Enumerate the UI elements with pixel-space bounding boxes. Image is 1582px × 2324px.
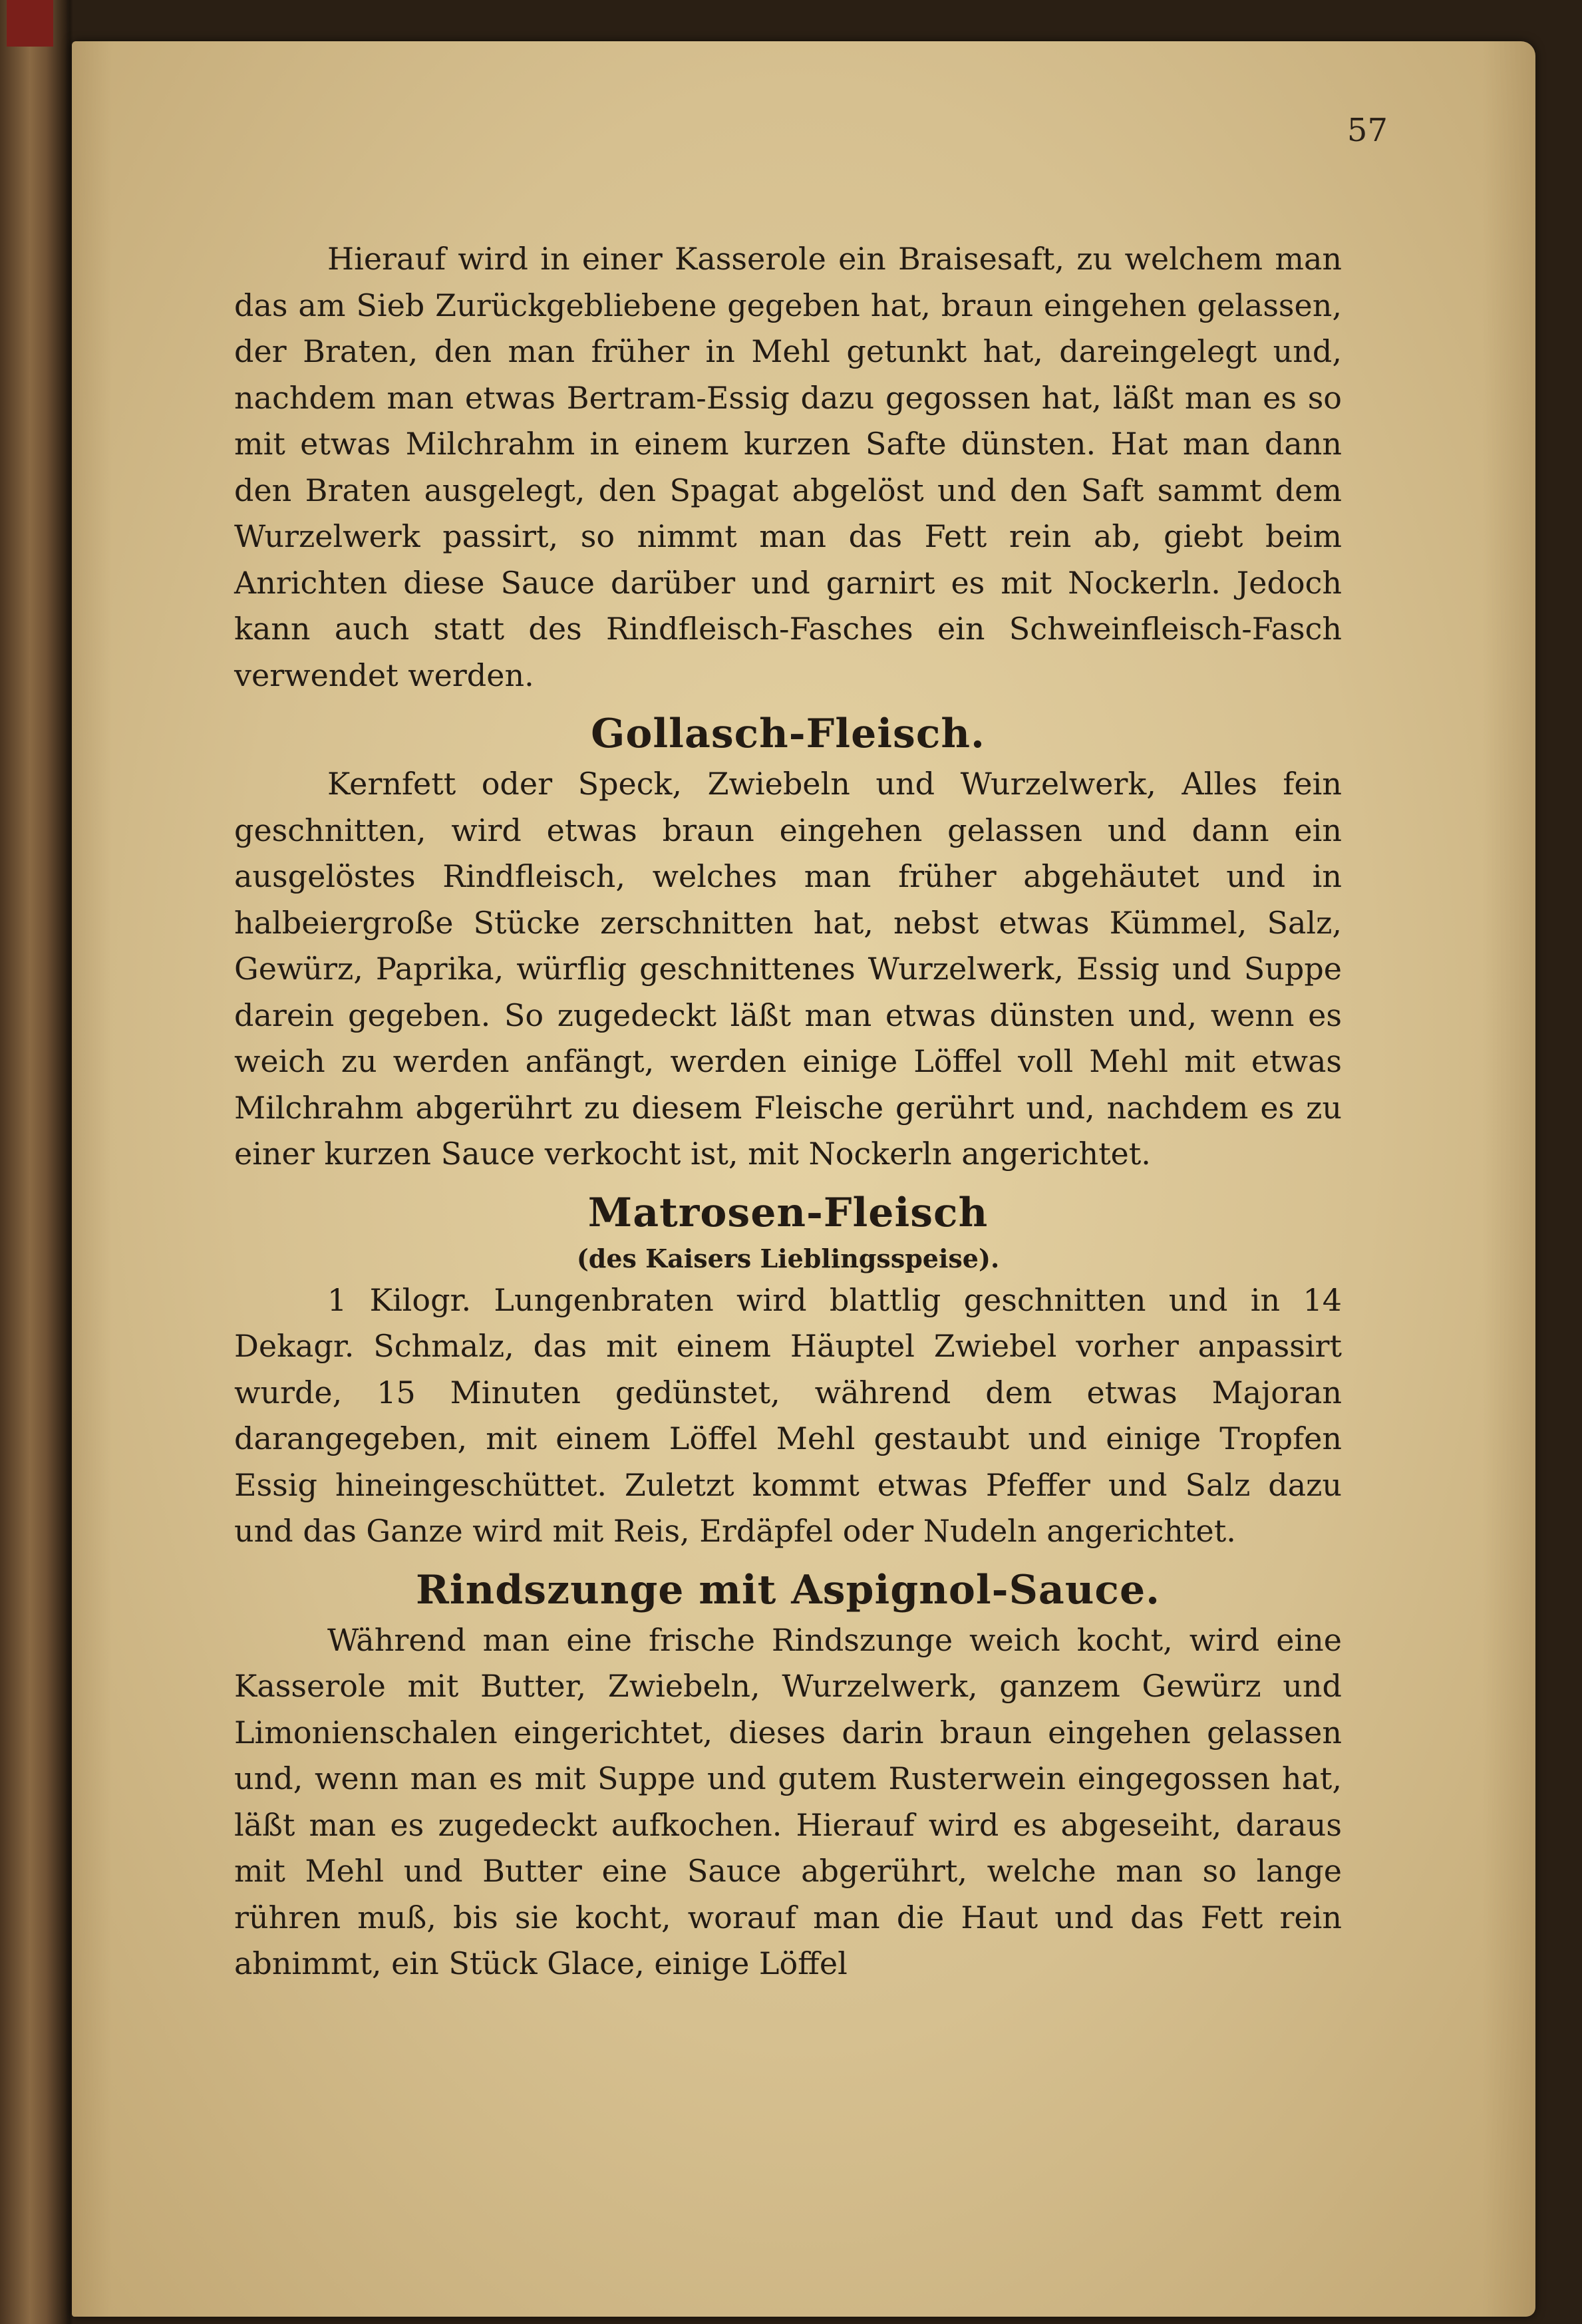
- paragraph-rindszunge: Während man eine frische Rindszunge weich kocht, wird eine Kasserole mit Butter, Zwiebeln, Wurzelwerk, ganzem Gewürz und Limonienschalen eingerichtet, dieses darin braun eingehen gelassen und, wenn man es mit Suppe und gutem Rusterwein eingegossen hat, läßt man es zugedeckt aufkochen. Hierauf wird es abgeseiht, daraus mit Mehl und Butter eine Sauce abgerührt, welche man so lange rühren muß, bis sie kocht, worauf man die Haut und das Fett rein abnimmt, ein Stück Glace, einige Löffel: [234, 1621, 1342, 1981]
- heading-matrosen: Matrosen-Fleisch: [587, 1189, 989, 1236]
- paragraph-gollasch: Kernfett oder Speck, Zwiebeln und Wurzelwerk, Alles fein geschnitten, wird etwas braun eingehen gelassen und dann ein ausgelöstes Rindfleisch, welches man früher abgehäutet und in halbeiergroße Stücke zerschnitten hat, nebst etwas Kümmel, Salz, Gewürz, Paprika, würflig geschnittenes Wurzelwerk, Essig und Suppe darein gegeben. So zugedeckt läßt man etwas dünsten und, wenn es weich zu werden anfängt, werden einige Löffel voll Mehl mit etwas Milchrahm abgerührt zu diesem Fleische gerührt und, nachdem es zu einer kurzen Sauce verkocht ist, mit Nockerln angerichtet.: [234, 766, 1342, 1172]
- subheading-matrosen: (des Kaisers Lieblingsspeise).: [576, 1243, 1000, 1273]
- heading-rindszunge: Rindszunge mit Aspignol-Sauce.: [415, 1566, 1161, 1613]
- intro-paragraph: Hierauf wird in einer Kasserole ein Braisesaft, zu welchem man das am Sieb Zurückgebliebene gegeben hat, braun eingehen gelassen, der Braten, den man früher in Mehl getunkt hat, dareingelegt und, nachdem man etwas Bertram-Essig dazu gegossen hat, läßt man es so mit etwas Milchrahm in einem kurzen Safte dünsten. Hat man dann den Braten ausgelegt, den Spagat abgelöst und den Saft sammt dem Wurzelwerk passirt, so nimmt man das Fett rein ab, giebt beim Anrichten diese Sauce darüber und garnirt es mit Nockerln. Jedoch kann auch statt des Rindfleisch-Fasches ein Schweinfleisch-Fasch verwendet werden.: [234, 241, 1342, 693]
- paragraph-matrosen: 1 Kilogr. Lungenbraten wird blattlig geschnitten und in 14 Dekagr. Schmalz, das mit einem Häuptel Zwiebel vorher anpassirt wurde, 15 Minuten gedünstet, während dem etwas Majoran darangegeben, mit einem Löffel Mehl gestaubt und einige Tropfen Essig hineingeschüttet. Zuletzt kommt etwas Pfeffer und Salz dazu und das Ganze wird mit Reis, Erdäpfel oder Nudeln angerichtet.: [234, 1281, 1342, 1549]
- page-text: [234, 236, 1342, 1987]
- binding-mark: [7, 0, 53, 47]
- heading-gollasch: Gollasch-Fleisch.: [591, 711, 985, 757]
- previous-page-edge: [0, 0, 67, 2324]
- page-number: 57: [1346, 112, 1388, 149]
